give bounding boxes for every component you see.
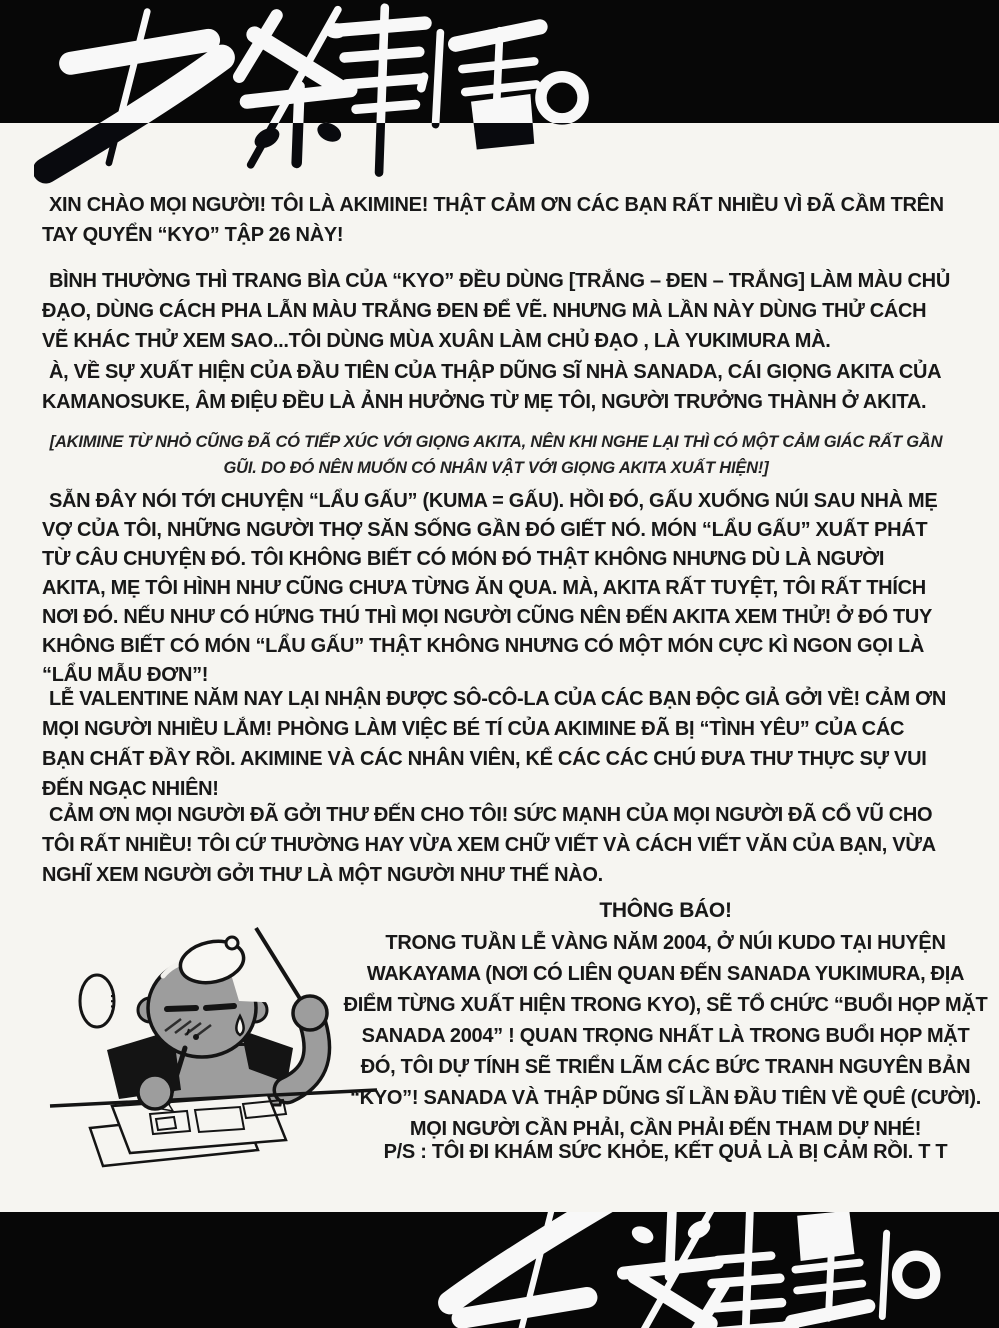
bottom-calligraphy-title	[437, 1212, 942, 1328]
top-calligraphy-title	[34, 2, 590, 184]
valentine-paragraph: LỄ VALENTINE NĂM NAY LẠI NHẬN ĐƯỢC SÔ-CÔ-LA CỦA CÁC BẠN ĐỘC GIẢ GỞI VỀ! CẢM ƠN MỌI NGƯỜI NHIỀU LẮM! PHÒNG LÀM VIỆC BÉ TÍ CỦA AKIMINE ĐÃ BỊ “TÌNH YÊU” CỦA CÁC BẠN CHẤT ĐẦY RỒI. AKIMINE VÀ CÁC NHÂN VIÊN, KỂ CÁC CÁC CHÚ ĐƯA THƯ THỰC SỰ VUI ĐẾN NGẠC NHIÊN!	[42, 688, 946, 800]
cover-colors-paragraph: BÌNH THƯỜNG THÌ TRANG BÌA CỦA “KYO” ĐỀU DÙNG [TRẮNG – ĐEN – TRẮNG] LÀM MÀU CHỦ ĐẠO, DÙNG CÁCH PHA LẪN MÀU TRẮNG ĐEN ĐỂ VẼ. NHƯNG MÀ LẦN NÀY DÙNG THỬ CÁCH VẼ KHÁC THỬ XEM SAO...TÔI DÙNG MÙA XUÂN LÀM CHỦ ĐẠO , LÀ YUKIMURA MÀ.	[42, 270, 950, 352]
sweat-drop	[236, 1016, 244, 1035]
left-eye	[167, 1008, 196, 1009]
raised-fist	[293, 996, 327, 1030]
bear-hotpot-paragraph: SẴN ĐÂY NÓI TỚI CHUYỆN “LẨU GẤU” (KUMA = GẤU). HỒI ĐÓ, GẤU XUỐNG NÚI SAU NHÀ MẸ VỢ CỦA TÔI, NHỮNG NGƯỜI THỢ SĂN SỐNG GẦN ĐÓ GIẾT NÓ. MÓN “LẨU GẤU” XUẤT PHÁT TỪ CÂU CHUYỆN ĐÓ. TÔI KHÔNG BIẾT CÓ MÓN ĐÓ THẬT KHÔNG NHƯNG DÙ LÀ NGƯỜI AKITA, MẸ TÔI HÌNH NHƯ CŨNG CHƯA TỪNG ĂN QUA. MÀ, AKITA RẤT TUYỆT, TÔI RẤT THÍCH NƠI ĐÓ. NẾU NHƯ CÓ HỨNG THÚ THÌ MỌI NGƯỜI CŨNG NÊN ĐẾN AKITA XEM THỬ! Ở ĐÓ TUY KHÔNG BIẾT CÓ MÓN “LẨU GẤU” THẬT KHÔNG NHƯNG CÓ MỘT MÓN CỰC KÌ NGON GỌI LÀ “LẨU MẪU ĐƠN”!	[42, 490, 938, 686]
announcement-body: TRONG TUẦN LỄ VÀNG NĂM 2004, Ở NÚI KUDO TẠI HUYỆN WAKAYAMA (NƠI CÓ LIÊN QUAN ĐẾN SANADA YUKIMURA, ĐỊA ĐIỂM TỪNG XUẤT HIỆN TRONG KYO), SẼ TỔ CHỨC “BUỔI HỌP MẶT SANADA 2004” ! QUAN TRỌNG NHẤT LÀ TRONG BUỔI HỌP MẶT ĐÓ, TÔI DỰ TÍNH SẼ TRIỂN LÃM CÁC BỨC TRANH NGUYÊN BẢN “KYO”! SANADA VÀ THẬP DŨNG SĨ LẦN ĐẦU TIÊN VỀ QUÊ (CƯỜI). MỌI NGƯỜI CẦN PHẢI, CẦN PHẢI ĐẾN THAM DỰ NHÉ!	[343, 932, 988, 1140]
postscript-line: P/S : TÔI ĐI KHÁM SỨC KHỎE, KẾT QUẢ LÀ BỊ CẢM RỒI. T T	[383, 1141, 948, 1163]
speech-dots: ....	[107, 994, 124, 1015]
letters-paragraph: CẢM ƠN MỌI NGƯỜI ĐÃ GỞI THƯ ĐẾN CHO TÔI! SỨC MẠNH CỦA MỌI NGƯỜI ĐÃ CỔ VŨ CHO TÔI RẤT NHIỀU! TÔI CỨ THƯỜNG HAY VỪA XEM CHỮ VIẾT VÀ CÁCH VIẾT VĂN CỦA BẠN, VỪA NGHĨ XEM NGƯỜI GỞI THƯ LÀ MỘT NGƯỜI NHƯ THẾ NÀO.	[42, 804, 936, 886]
right-eye	[206, 1006, 234, 1008]
greeting-paragraph: XIN CHÀO MỌI NGƯỜI! TÔI LÀ AKIMINE! THẬT CẢM ƠN CÁC BẠN RẤT NHIỀU VÌ ĐÃ CẦM TRÊN TAY QUYỂN “KYO” TẬP 26 NÀY!	[42, 194, 944, 246]
speech-bubble-icon	[80, 975, 124, 1027]
bottom-calligraphy-clip	[0, 1212, 999, 1328]
akita-voice-paragraph: À, VỀ SỰ XUẤT HIỆN CỦA ĐẦU TIÊN CỦA THẬP DŨNG SĨ NHÀ SANADA, CÁI GIỌNG AKITA CỦA KAMANOSUKE, ÂM ĐIỆU ĐỀU LÀ ẢNH HƯỞNG TỪ MẸ TÔI, NGƯỜI TRƯỞNG THÀNH Ở AKITA.	[42, 361, 941, 413]
announcement-title: THÔNG BÁO!	[599, 899, 732, 922]
left-hand	[138, 1075, 172, 1109]
translator-note: [AKIMINE TỪ NHỎ CŨNG ĐÃ CÓ TIẾP XÚC VỚI GIỌNG AKITA, NÊN KHI NGHE LẠI THÌ CÓ MỘT CẢM GIÁC RẤT GẦN GŨI. DO ĐÓ NÊN MUỐN CÓ NHÂN VẬT VỚI GIỌNG AKITA XUẤT HIỆN!]	[49, 433, 943, 477]
mouth	[193, 1034, 199, 1040]
paper-front	[112, 1095, 286, 1153]
author-mascot-illustration	[15, 918, 385, 1208]
